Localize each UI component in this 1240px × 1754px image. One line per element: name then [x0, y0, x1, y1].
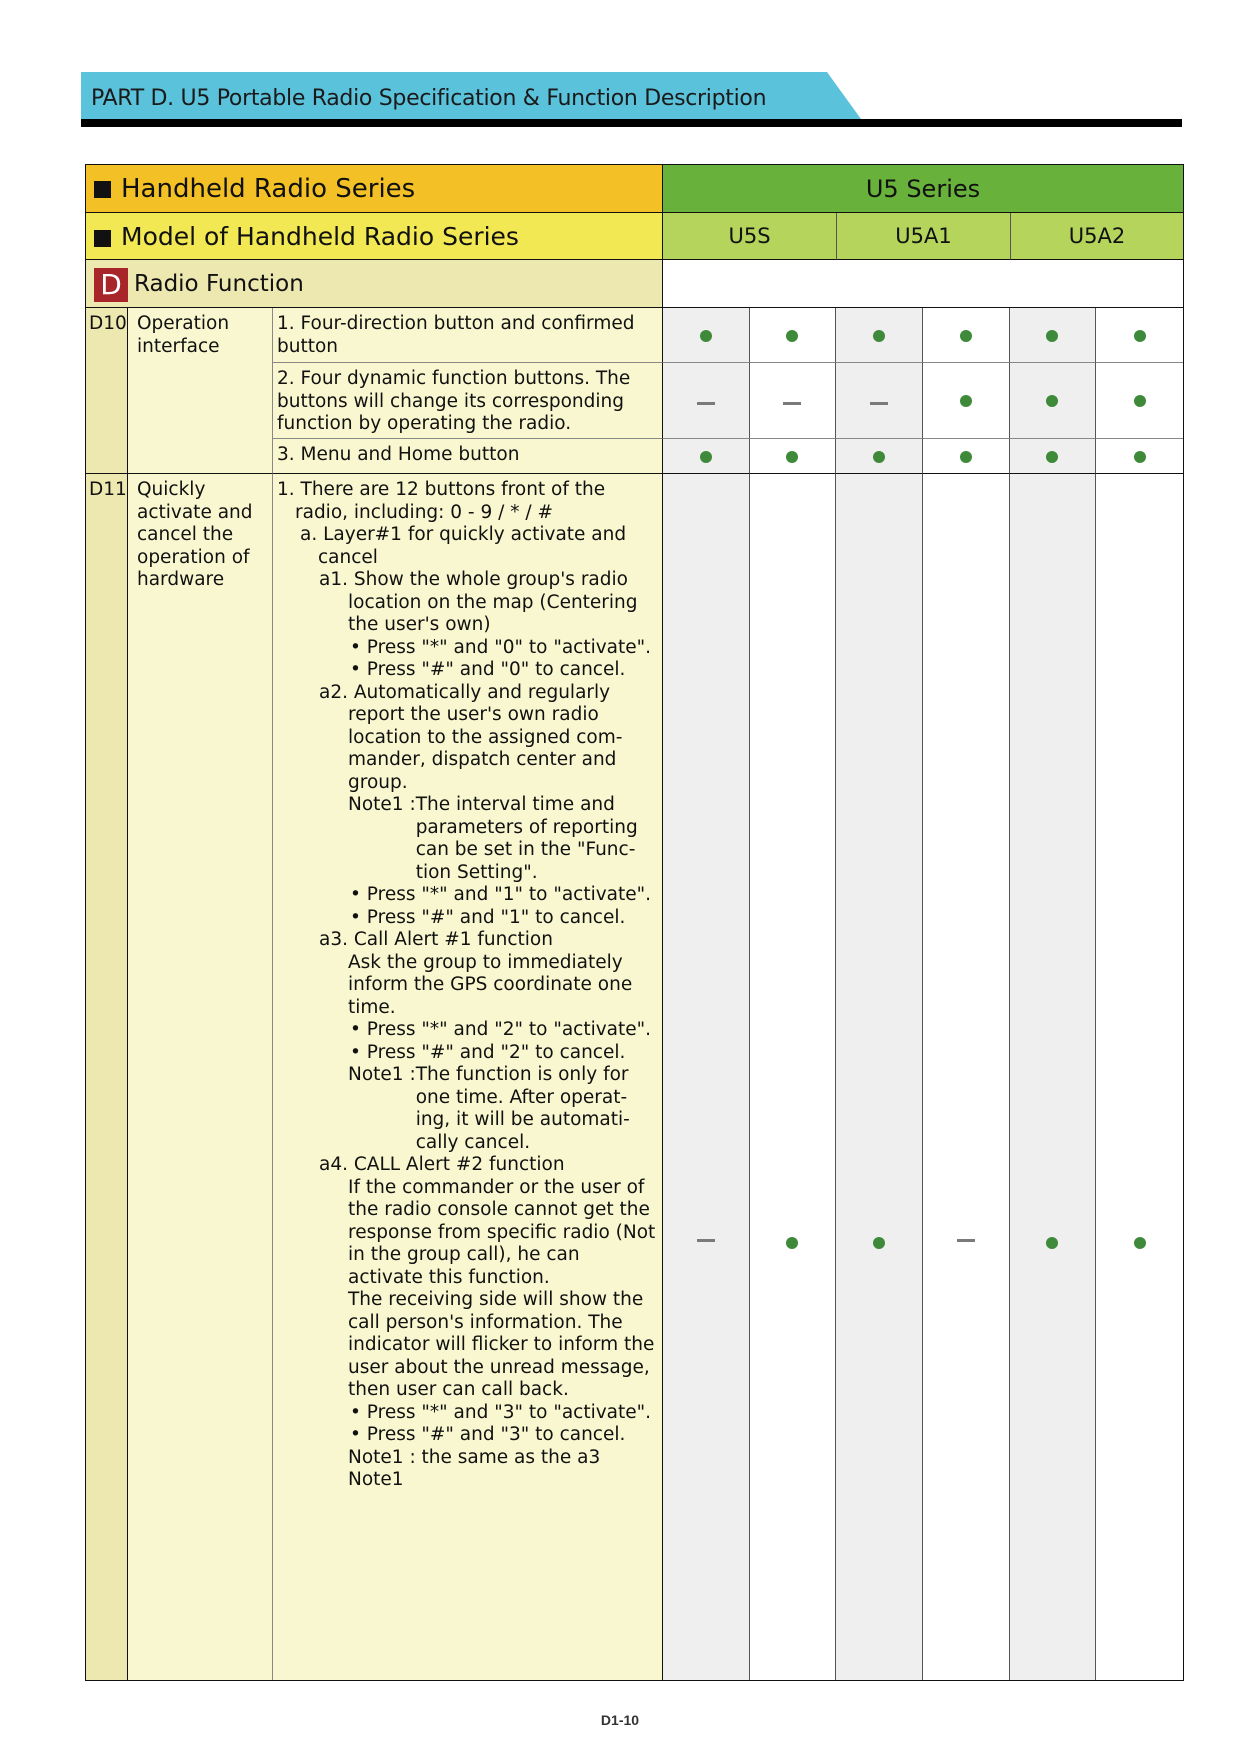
model-header [86, 213, 663, 260]
section-header [86, 260, 663, 308]
square-bullet-icon [94, 181, 111, 198]
page-number: D1-10 [600, 1712, 640, 1728]
note-label: Note1 : [348, 794, 416, 815]
section-badge: D [94, 268, 128, 302]
desc-a3-body: Ask the group to immediately inform the GPS coordinate one time. [348, 951, 633, 1018]
section-header-blank [663, 260, 1183, 308]
d10-item-3-status-cell [663, 439, 750, 474]
row-id-d10 [86, 308, 128, 474]
desc-layer-a: a. Layer#1 for quickly activate and cancel [300, 524, 627, 568]
row-id: D10 [89, 313, 127, 334]
u5-series-header [663, 165, 1183, 213]
desc-a4-body2: The receiving side will show the call person's information. The indicator will flicker to inform the user about the unread message, then user can call back. [348, 1289, 655, 1400]
d10-item-3-status-cell [1096, 439, 1183, 474]
series-header-label: Handheld Radio Series [121, 174, 416, 204]
d10-item-3-status-cell [836, 439, 923, 474]
row-name: Operation interface [137, 313, 230, 357]
supported-dot-icon [1134, 330, 1146, 342]
desc-item-1: 1. There are 12 buttons front of the radio, including: 0 - 9 / * / # [277, 479, 606, 523]
desc-a2-note [348, 794, 656, 884]
item-text: 3. Menu and Home button [277, 444, 520, 465]
desc-a4-activate: • Press "*" and "3" to "activate". [350, 1401, 652, 1423]
supported-dot-icon [1134, 395, 1146, 407]
desc-a1-title: a1. Show the whole group's radio location on the map (Centering the user's own) [319, 569, 638, 635]
d10-item-1-status-cell [836, 308, 923, 363]
d10-item-1-status-cell [1096, 308, 1183, 363]
d11-status-cell [663, 474, 750, 1680]
supported-dot-icon [700, 330, 712, 342]
row-id-d11 [86, 474, 128, 1680]
not-supported-dash-icon [957, 1239, 975, 1242]
d10-item-1-status-cell [1010, 308, 1097, 363]
desc-a4-title: a4. CALL Alert #2 function [319, 1154, 565, 1175]
row-name-d10 [128, 308, 273, 474]
not-supported-dash-icon [697, 1239, 715, 1242]
note-text: The function is only for one time. After operat-ing, it will be automati-cally cancel. [415, 1064, 630, 1153]
d10-item-3-status-cell [1010, 439, 1097, 474]
supported-dot-icon [786, 330, 798, 342]
row-name: Quickly activate and cancel the operation of hardware [137, 479, 253, 590]
not-supported-dash-icon [783, 402, 801, 405]
supported-dot-icon [873, 451, 885, 463]
desc-a2-activate: • Press "*" and "1" to "activate". [350, 884, 652, 905]
desc-a1-cancel: • Press "#" and "0" to cancel. [350, 659, 626, 680]
model-header-label: Model of Handheld Radio Series [121, 222, 519, 251]
supported-dot-icon [960, 451, 972, 463]
supported-dot-icon [1046, 1237, 1058, 1249]
desc-a2-cancel: • Press "#" and "1" to cancel. [350, 906, 626, 928]
part-banner [81, 72, 861, 119]
supported-dot-icon [873, 330, 885, 342]
d11-description [273, 474, 663, 1680]
model-name: U5A2 [1068, 224, 1126, 248]
square-bullet-icon [94, 230, 111, 247]
d10-item-2-status-cell [663, 363, 750, 439]
d10-item-3-status-cell [923, 439, 1010, 474]
supported-dot-icon [960, 330, 972, 342]
model-col-u5a2 [1011, 213, 1183, 260]
supported-dot-icon [1134, 451, 1146, 463]
supported-dot-icon [873, 1237, 885, 1249]
d10-item-2-status-cell [836, 363, 923, 439]
d10-item-2-status-cell [1010, 363, 1097, 439]
banner-rule [81, 119, 1182, 127]
d10-item-1 [273, 308, 663, 363]
d11-status-cell [1096, 474, 1183, 1680]
d11-status-cell [1010, 474, 1097, 1680]
supported-dot-icon [1134, 1237, 1146, 1249]
desc-a4-cancel: • Press "#" and "3" to cancel. [350, 1424, 626, 1445]
series-header [86, 165, 663, 213]
item-text: 2. Four dynamic function buttons. The buttons will change its corresponding function by operating the radio. [277, 368, 631, 434]
row-id: D11 [89, 479, 127, 500]
supported-dot-icon [700, 451, 712, 463]
d10-item-1-status-cell [663, 308, 750, 363]
part-title: PART D. U5 Portable Radio Specification & Function Description [91, 86, 767, 111]
row-name-d11 [128, 474, 273, 1680]
d10-item-2 [273, 363, 663, 439]
desc-a3-title: a3. Call Alert #1 function [319, 929, 553, 950]
supported-dot-icon [786, 451, 798, 463]
supported-dot-icon [1046, 395, 1058, 407]
not-supported-dash-icon [870, 402, 888, 405]
desc-a3-note [348, 1064, 656, 1154]
model-col-u5a1 [837, 213, 1011, 260]
supported-dot-icon [786, 1237, 798, 1249]
desc-a3-activate: • Press "*" and "2" to "activate". [350, 1019, 652, 1040]
item-text: 1. Four-direction button and confirmed button [277, 313, 635, 357]
section-title: Radio Function [134, 271, 304, 297]
d11-status-cell [923, 474, 1010, 1680]
note-label: Note1 : [348, 1064, 416, 1085]
model-name: U5S [728, 224, 771, 248]
spec-table [85, 164, 1184, 1681]
d11-status-cell [836, 474, 923, 1680]
desc-a4-body1: If the commander or the user of the radio console cannot get the response from specific radio (Not in the group call), he can activate this function. [348, 1176, 656, 1288]
d10-item-1-status-cell [750, 308, 837, 363]
d10-item-2-status-cell [923, 363, 1010, 439]
not-supported-dash-icon [697, 402, 715, 405]
d10-item-2-status-cell [1096, 363, 1183, 439]
d10-item-1-status-cell [923, 308, 1010, 363]
desc-a1-activate: • Press "*" and "0" to "activate". [350, 636, 652, 658]
supported-dot-icon [1046, 330, 1058, 342]
d10-item-3 [273, 439, 663, 474]
note-text: The interval time and parameters of reporting can be set in the "Func-tion Setting". [415, 794, 638, 883]
desc-a4-note: Note1 : the same as the a3 Note1 [348, 1446, 601, 1490]
desc-a2-title: a2. Automatically and regularly report the user's own radio location to the assigned com-mander, dispatch center and group. [319, 681, 623, 793]
desc-a3-cancel: • Press "#" and "2" to cancel. [350, 1041, 626, 1063]
d10-item-3-status-cell [750, 439, 837, 474]
supported-dot-icon [960, 395, 972, 407]
model-col-u5s [663, 213, 837, 260]
d10-item-2-status-cell [750, 363, 837, 439]
supported-dot-icon [1046, 451, 1058, 463]
series-name: U5 Series [865, 175, 981, 203]
model-name: U5A1 [895, 224, 952, 248]
d11-status-cell [750, 474, 837, 1680]
